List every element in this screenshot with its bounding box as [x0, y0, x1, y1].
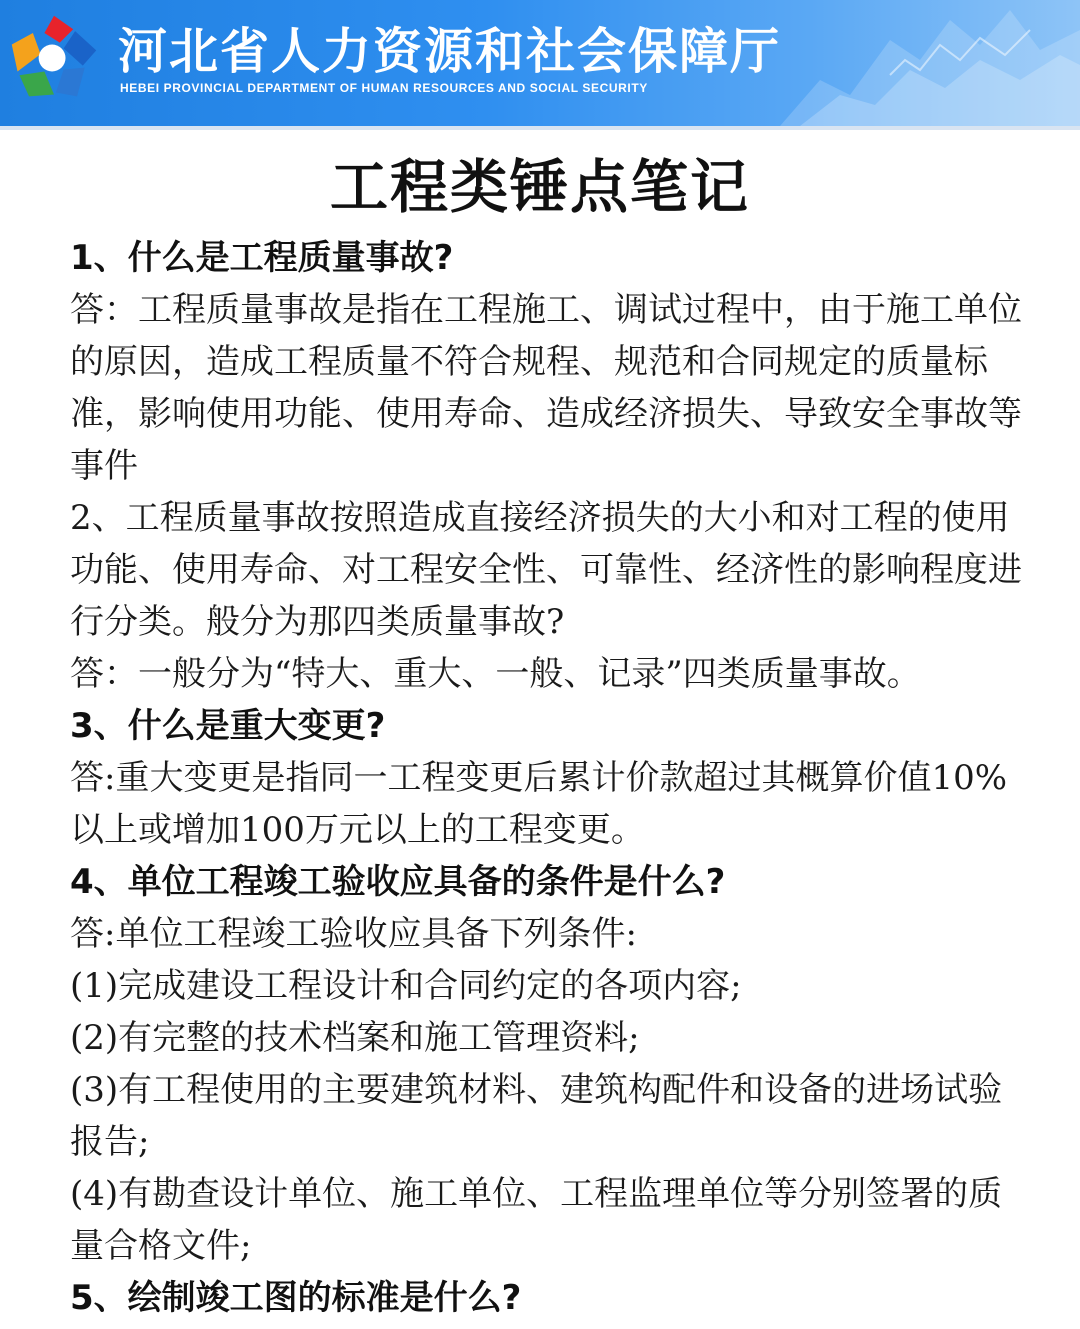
condition-item: (1)完成建设工程设计和合同约定的各项内容;: [70, 966, 742, 1006]
answer-line: 事件: [70, 446, 138, 486]
hebei-hrss-logo-icon: [6, 10, 102, 106]
answer-line: 答:单位工程竣工验收应具备下列条件:: [70, 914, 637, 954]
condition-item: (3)有工程使用的主要建筑材料、建筑构配件和设备的进场试验: [70, 1070, 1003, 1110]
organization-name-cn: 河北省人力资源和社会保障厅: [118, 23, 782, 80]
answer-line: 答：工程质量事故是指在工程施工、调试过程中，由于施工单位: [70, 290, 1022, 330]
answer-line: 的原因，造成工程质量不符合规程、规范和合同规定的质量标: [70, 342, 988, 382]
notes-body: [70, 232, 1050, 1324]
answer-line: 以上或增加100万元以上的工程变更。: [70, 810, 645, 850]
question-line: 3、什么是重大变更?: [70, 706, 386, 746]
great-wall-mountain-decoration: [780, 0, 1080, 126]
condition-item: (2)有完整的技术档案和施工管理资料;: [70, 1018, 640, 1058]
question-line: 4、单位工程竣工验收应具备的条件是什么?: [70, 862, 726, 902]
question-text-line: 行分类。般分为那四类质量事故?: [70, 602, 565, 642]
condition-item: 量合格文件;: [70, 1226, 252, 1266]
condition-item: (4)有勘查设计单位、施工单位、工程监理单位等分别签署的质: [70, 1174, 1003, 1214]
organization-name-en: HEBEI PROVINCIAL DEPARTMENT OF HUMAN RESOURCES AND SOCIAL SECURITY: [120, 81, 648, 95]
answer-line: 答：一般分为“特大、重大、一般、记录”四类质量事故。: [70, 654, 921, 694]
question-line: 1、什么是工程质量事故?: [70, 238, 454, 278]
condition-item: 报告;: [70, 1122, 150, 1162]
answer-line: 准，影响使用功能、使用寿命、造成经济损失、导致安全事故等: [70, 394, 1022, 434]
question-text-line: 功能、使用寿命、对工程安全性、可靠性、经济性的影响程度进: [70, 550, 1022, 590]
question-text-line: 2、工程质量事故按照造成直接经济损失的大小和对工程的使用: [70, 498, 1010, 538]
answer-line: 答:重大变更是指同一工程变更后累计价款超过其概算价值10%: [70, 758, 1008, 798]
question-line: 5、绘制竣工图的标准是什么?: [70, 1278, 522, 1318]
document-title: 工程类锤点笔记: [329, 153, 750, 221]
header-banner: [0, 0, 1080, 130]
